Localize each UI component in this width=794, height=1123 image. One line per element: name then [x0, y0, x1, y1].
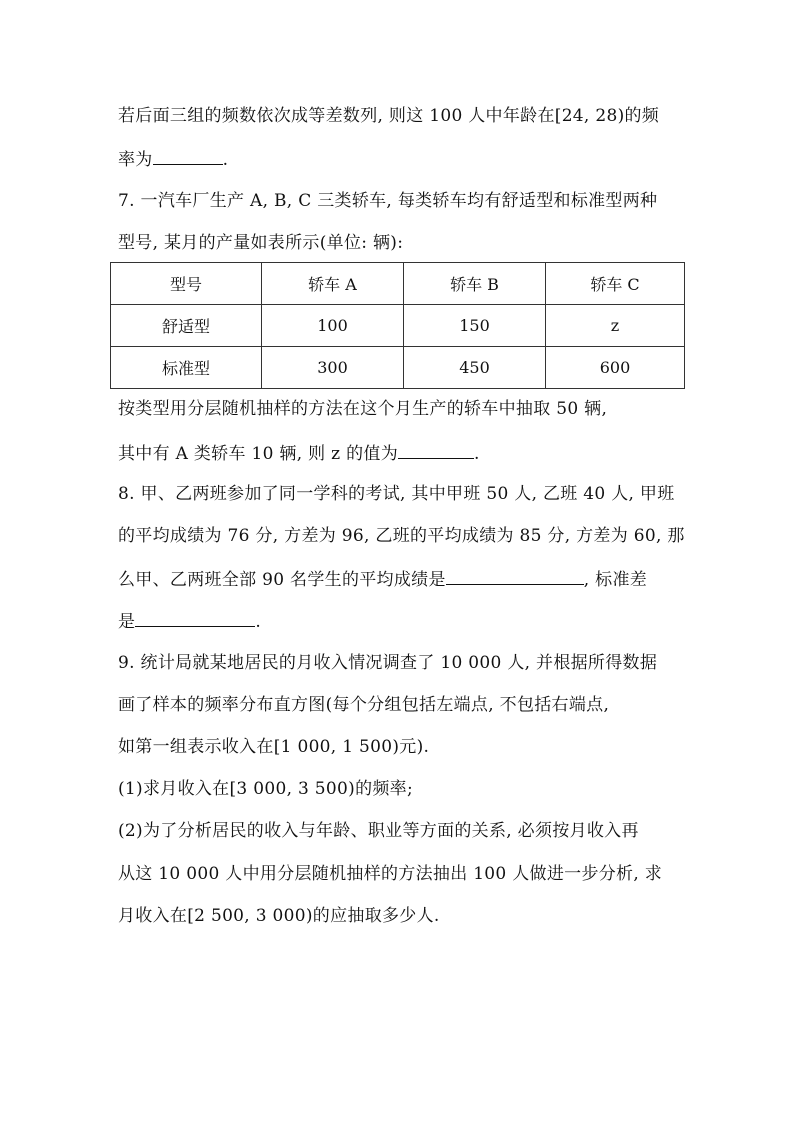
text-fragment: 率为 — [118, 150, 153, 170]
question-9-line: 9. 统计局就某地居民的月收入情况调查了 10 000 人, 并根据所得数据 — [118, 653, 658, 673]
text-line: 月收入在[2 500, 3 000)的应抽取多少人. — [118, 906, 440, 926]
table-row — [111, 347, 685, 389]
table-cell: 100 — [262, 305, 404, 347]
question-7-line: 7. 一汽车厂生产 A, B, C 三类轿车, 每类轿车均有舒适型和标准型两种 — [118, 191, 658, 211]
table-header-row — [111, 263, 685, 305]
text-fragment: . — [255, 612, 262, 632]
text-fragment: . — [222, 150, 229, 170]
text-line: 型号, 某月的产量如表所示(单位: 辆): — [118, 233, 404, 253]
table-header-cell: 轿车 A — [262, 263, 404, 305]
text-line: 的平均成绩为 76 分, 方差为 96, 乙班的平均成绩为 85 分, 方差为 60, 那 — [118, 526, 685, 546]
text-line — [118, 440, 688, 466]
production-table — [110, 262, 685, 389]
table-header-cell: 轿车 B — [404, 263, 546, 305]
question-8-line: 8. 甲、乙两班参加了同一学科的考试, 其中甲班 50 人, 乙班 40 人, 甲班 — [118, 484, 675, 504]
text-fragment: 其中有 A 类轿车 10 辆, 则 z 的值为 — [118, 444, 398, 464]
table-header-cell: 轿车 C — [546, 263, 685, 305]
table-cell: 150 — [404, 305, 546, 347]
answer-blank — [446, 566, 584, 585]
table-row — [111, 305, 685, 347]
text-line: (2)为了分析居民的收入与年龄、职业等方面的关系, 必须按月收入再 — [118, 821, 639, 841]
text-line: 按类型用分层随机抽样的方法在这个月生产的轿车中抽取 50 辆, — [118, 399, 608, 419]
table-cell: z — [546, 305, 685, 347]
answer-blank — [153, 146, 223, 165]
text-fragment: . — [474, 444, 480, 464]
answer-blank — [398, 440, 474, 459]
table-cell: 450 — [404, 347, 546, 389]
table-cell: 600 — [546, 347, 685, 389]
text-fragment: , 标准差 — [583, 570, 648, 590]
text-line: 画了样本的频率分布直方图(每个分组包括左端点, 不包括右端点, — [118, 695, 610, 715]
text-line — [118, 566, 688, 592]
text-fragment: 么甲、乙两班全部 90 名学生的平均成绩是 — [118, 570, 446, 590]
answer-blank — [135, 608, 255, 627]
text-line: (1)求月收入在[3 000, 3 500)的频率; — [118, 779, 414, 799]
table-cell: 标准型 — [111, 347, 262, 389]
table-cell: 舒适型 — [111, 305, 262, 347]
text-line: 从这 10 000 人中用分层随机抽样的方法抽出 100 人做进一步分析, 求 — [118, 864, 663, 884]
text-line: 若后面三组的频数依次成等差数列, 则这 100 人中年龄在[24, 28)的频 — [118, 106, 660, 126]
table-cell: 300 — [262, 347, 404, 389]
text-line — [118, 146, 688, 172]
text-fragment: 是 — [118, 612, 136, 632]
text-line — [118, 608, 688, 634]
table-header-cell: 型号 — [111, 263, 262, 305]
text-line: 如第一组表示收入在[1 000, 1 500)元). — [118, 737, 430, 757]
